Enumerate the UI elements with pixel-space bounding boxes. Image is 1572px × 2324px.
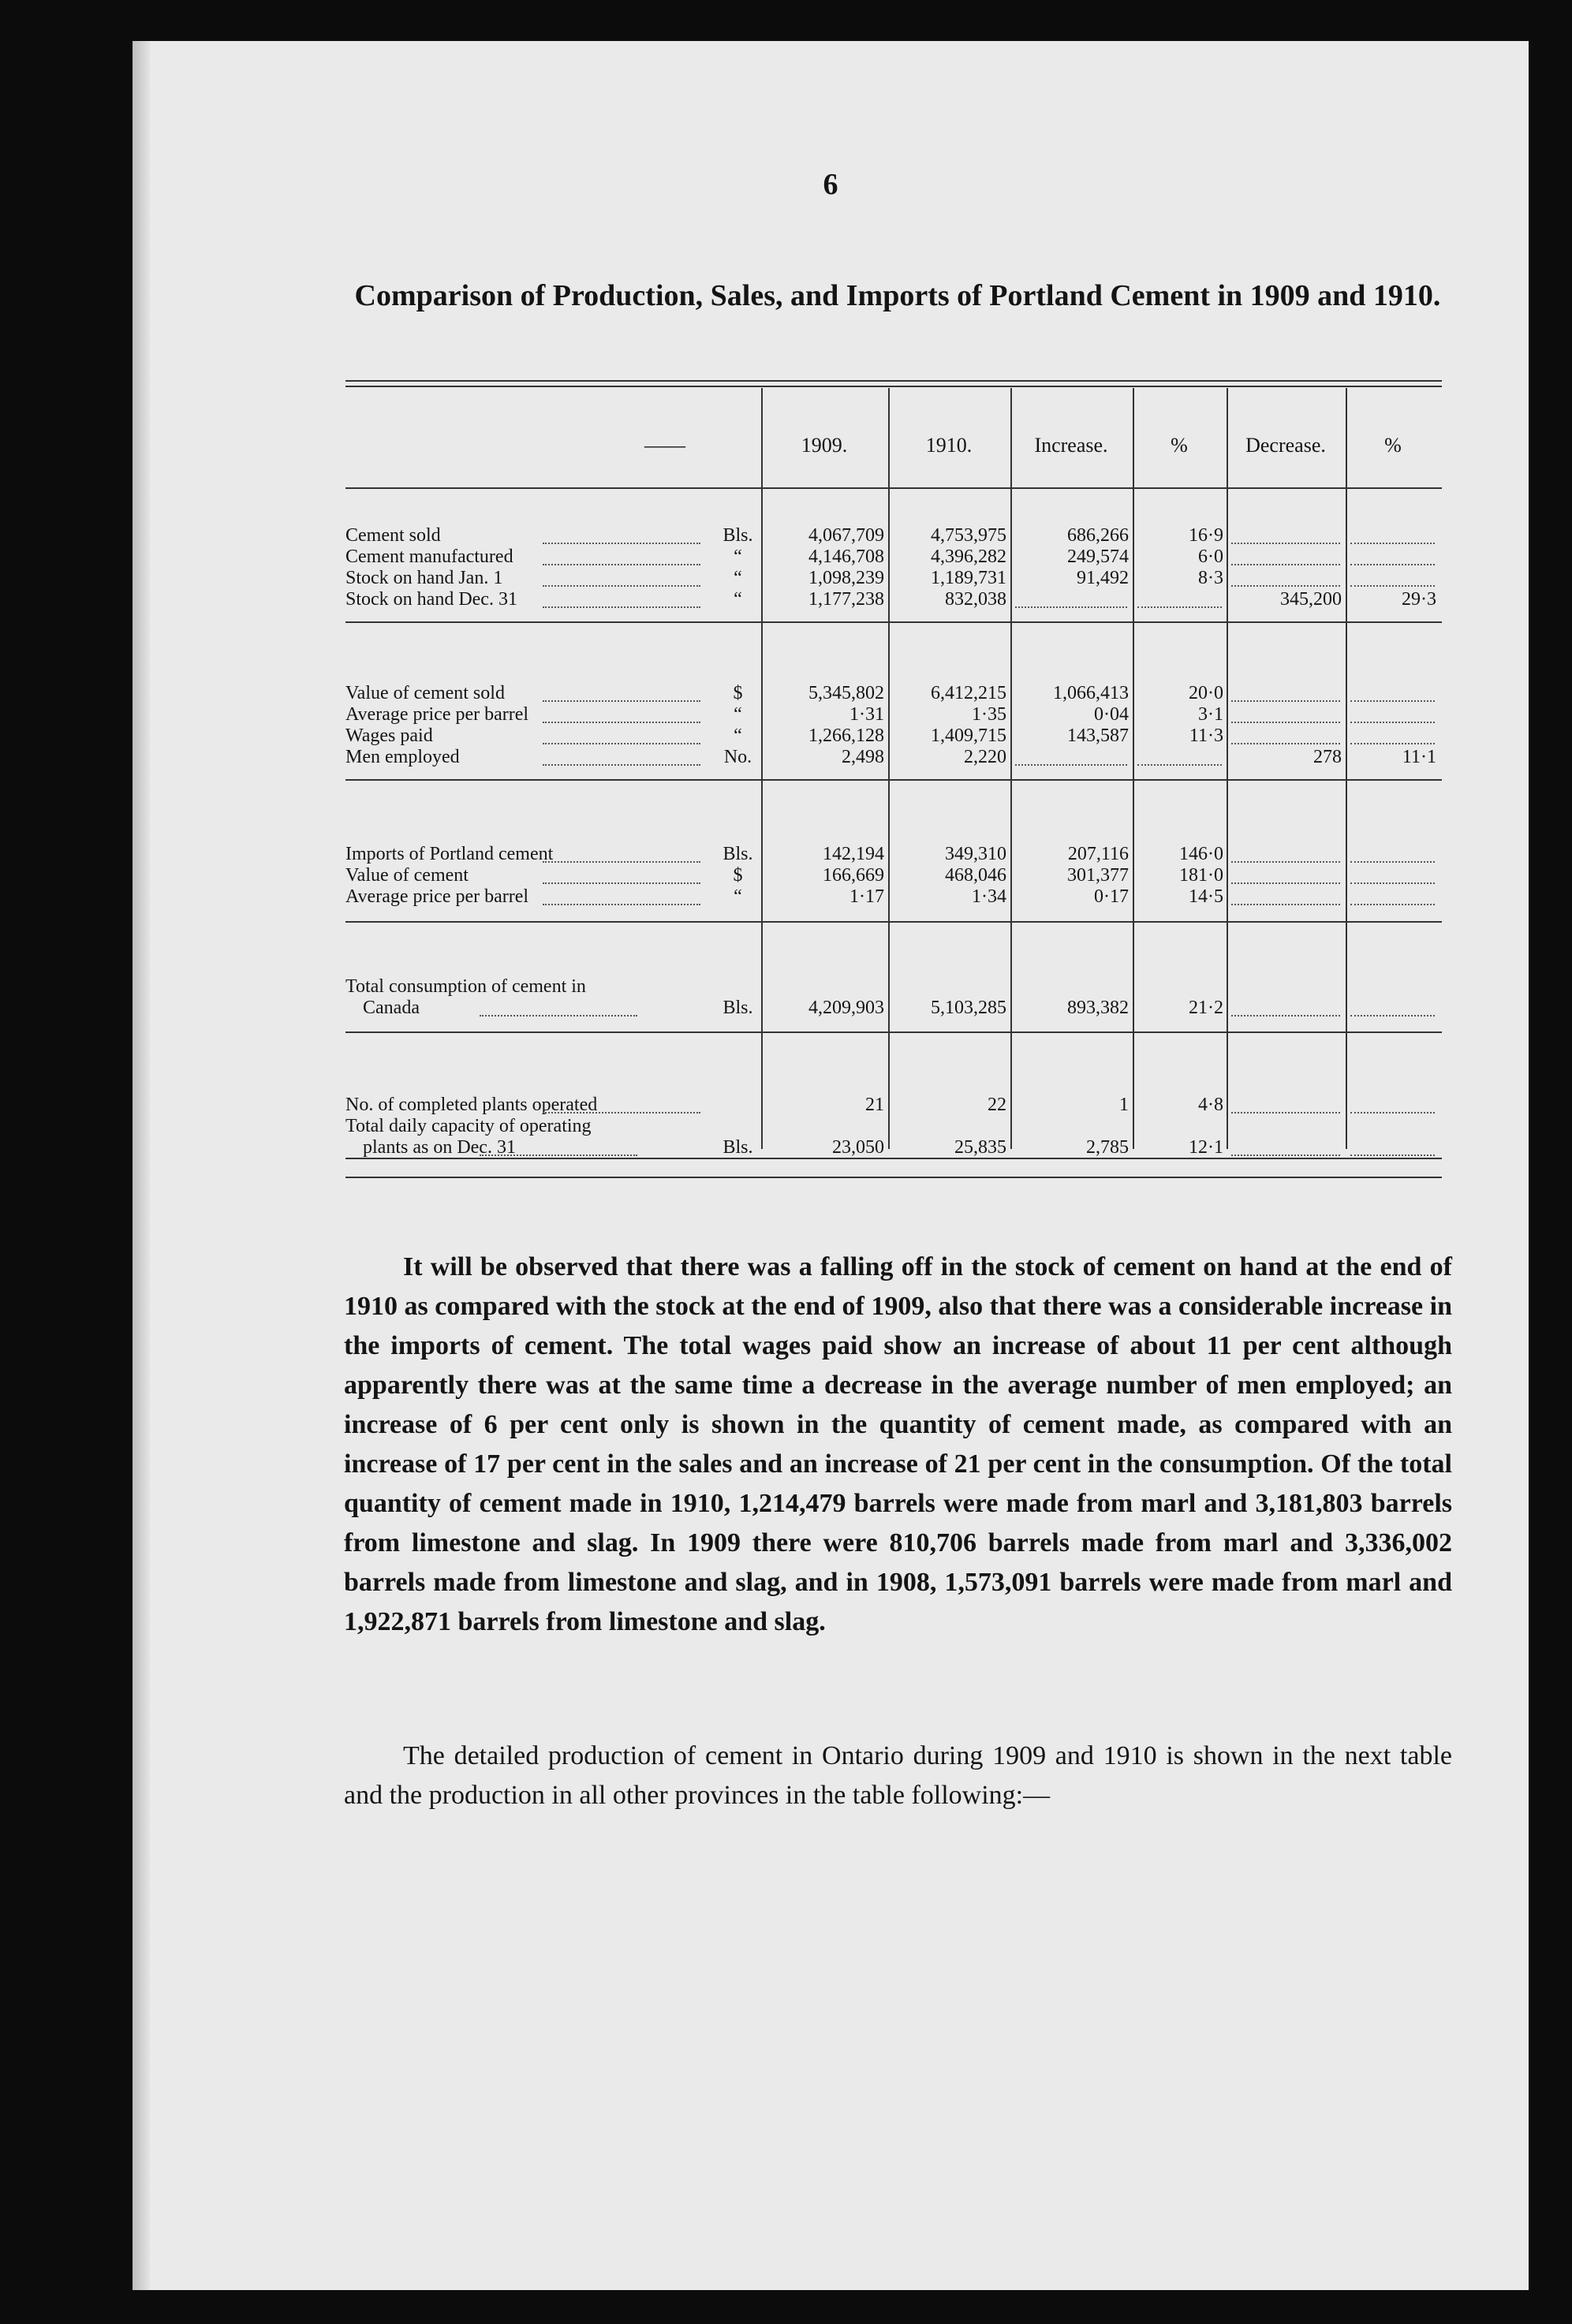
value-1909: 166,669 [823, 865, 884, 886]
document-page [133, 41, 1529, 2290]
value-percent-increase: 20·0 [1189, 683, 1223, 703]
value-percent-increase: 4·8 [1198, 1095, 1223, 1115]
dot-leader [1350, 585, 1435, 587]
value-percent-increase: 6·0 [1198, 546, 1223, 567]
label-dot-leader [543, 904, 700, 905]
dot-leader [1231, 700, 1340, 702]
dot-leader [1231, 861, 1340, 863]
dot-leader [1231, 904, 1340, 905]
dot-leader [1350, 700, 1435, 702]
row-label: Cement manufactured [345, 546, 513, 567]
header-percent-decrease: % [1384, 434, 1402, 457]
row-label: Total daily capacity of operating [345, 1116, 592, 1136]
dot-leader [1231, 1112, 1340, 1114]
label-dot-leader [543, 585, 700, 587]
dot-leader [1231, 1015, 1340, 1017]
value-percent-increase: 8·3 [1198, 568, 1223, 588]
dot-leader [1350, 1112, 1435, 1114]
header-decrease: Decrease. [1245, 434, 1326, 457]
body-text-2 [344, 1736, 1452, 1815]
label-dot-leader [543, 882, 700, 884]
row-unit: $ [733, 683, 743, 703]
value-1909: 142,194 [823, 844, 884, 864]
value-percent-decrease: 11·1 [1402, 747, 1436, 767]
header-1909: 1909. [801, 434, 848, 457]
label-dot-leader [480, 1015, 637, 1017]
value-1909: 23,050 [832, 1137, 884, 1158]
value-percent-increase: 14·5 [1189, 886, 1223, 907]
value-percent-increase: 21·2 [1189, 998, 1223, 1018]
value-percent-increase: 12·1 [1189, 1137, 1223, 1158]
row-label: Stock on hand Dec. 31 [345, 589, 517, 610]
table-rule [345, 1031, 1442, 1033]
label-dot-leader [543, 700, 700, 702]
value-1910: 6,412,215 [931, 683, 1006, 703]
paragraph-2: The detailed production of cement in Ontario during 1909 and 1910 is shown in the next table and the production in all other provinces in the table following:— [344, 1741, 1452, 1810]
table-rule [345, 921, 1442, 923]
row-label: Wages paid [345, 726, 433, 746]
label-dot-leader [543, 543, 700, 544]
dot-leader [1350, 722, 1435, 723]
value-1910: 4,753,975 [931, 525, 1006, 546]
row-label: Average price per barrel [345, 886, 529, 907]
dot-leader [1137, 606, 1222, 608]
dot-leader [1015, 606, 1127, 608]
table-rule [345, 1177, 1442, 1178]
table-rule [345, 1158, 1442, 1159]
row-unit: “ [734, 886, 742, 907]
value-1910: 5,103,285 [931, 998, 1006, 1018]
row-label: Cement sold [345, 525, 441, 546]
value-increase: 686,266 [1067, 525, 1129, 546]
value-increase: 143,587 [1067, 726, 1129, 746]
header-increase: Increase. [1034, 434, 1108, 457]
row-unit: Bls. [723, 998, 753, 1018]
value-percent-increase: 16·9 [1189, 525, 1223, 546]
row-unit: No. [723, 747, 752, 767]
value-1909: 1,177,238 [808, 589, 884, 610]
value-decrease: 345,200 [1280, 589, 1342, 610]
row-unit: Bls. [723, 1137, 753, 1158]
value-decrease: 278 [1313, 747, 1342, 767]
row-label: Value of cement sold [345, 683, 505, 703]
value-1910: 22 [988, 1095, 1006, 1115]
value-increase: 0·17 [1094, 886, 1129, 907]
value-increase: 91,492 [1077, 568, 1129, 588]
row-unit: Bls. [723, 844, 753, 864]
header-1910: 1910. [925, 434, 973, 457]
row-label-continued: plants as on Dec. 31 [363, 1137, 516, 1158]
value-increase: 2,785 [1086, 1137, 1129, 1158]
value-1910: 349,310 [945, 844, 1006, 864]
row-unit: “ [734, 589, 742, 610]
value-percent-increase: 11·3 [1189, 726, 1223, 746]
value-percent-increase: 181·0 [1179, 865, 1223, 886]
row-label: No. of completed plants operated [345, 1095, 598, 1115]
value-1909: 1,266,128 [808, 726, 884, 746]
value-1910: 468,046 [945, 865, 1006, 886]
value-1910: 1,189,731 [931, 568, 1006, 588]
label-dot-leader [543, 606, 700, 608]
value-1909: 4,146,708 [808, 546, 884, 567]
value-increase: 893,382 [1067, 998, 1129, 1018]
table-title: Comparison of Production, Sales, and Imports of Portland Cement in 1909 and 1910. [354, 279, 1441, 312]
row-label-continued: Canada [363, 998, 420, 1018]
label-dot-leader [543, 764, 700, 766]
dot-leader [1231, 1155, 1340, 1156]
value-1909: 4,067,709 [808, 525, 884, 546]
dot-leader [1350, 1155, 1435, 1156]
row-label: Average price per barrel [345, 704, 529, 725]
page-edge-shadow [133, 41, 150, 2290]
dot-leader [1231, 543, 1340, 544]
dot-leader [1350, 564, 1435, 565]
value-1910: 2,220 [964, 747, 1006, 767]
value-1910: 4,396,282 [931, 546, 1006, 567]
row-unit: $ [733, 865, 743, 886]
dot-leader [1231, 743, 1340, 744]
dot-leader [1231, 564, 1340, 565]
page-number: 6 [823, 168, 838, 201]
table-rule [345, 386, 1442, 387]
label-dot-leader [543, 861, 700, 863]
dot-leader [1350, 861, 1435, 863]
value-increase: 0·04 [1094, 704, 1129, 725]
dot-leader [1015, 764, 1127, 766]
dot-leader [1350, 543, 1435, 544]
row-label: Total consumption of cement in [345, 976, 586, 997]
column-divider [1133, 388, 1134, 1149]
value-increase: 301,377 [1067, 865, 1129, 886]
table-rule [345, 487, 1442, 489]
value-1910: 25,835 [954, 1137, 1006, 1158]
value-1910: 1,409,715 [931, 726, 1006, 746]
row-label: Value of cement [345, 865, 469, 886]
label-dot-leader [480, 1155, 637, 1156]
value-percent-increase: 146·0 [1179, 844, 1223, 864]
label-dot-leader [543, 564, 700, 565]
value-1910: 832,038 [945, 589, 1006, 610]
label-dot-leader [543, 1112, 700, 1114]
row-unit: “ [734, 704, 742, 725]
dot-leader [1231, 585, 1340, 587]
row-unit: “ [734, 726, 742, 746]
header-stub: —— [644, 434, 685, 457]
dot-leader [1350, 743, 1435, 744]
row-label: Stock on hand Jan. 1 [345, 568, 503, 588]
dot-leader [1350, 904, 1435, 905]
dot-leader [1231, 882, 1340, 884]
value-1909: 1·31 [849, 704, 884, 725]
value-1909: 21 [865, 1095, 884, 1115]
row-label: Imports of Portland cement [345, 844, 554, 864]
dot-leader [1350, 882, 1435, 884]
row-label: Men employed [345, 747, 460, 767]
value-increase: 1 [1119, 1095, 1129, 1115]
table-rule [345, 621, 1442, 623]
column-divider [1010, 388, 1012, 1149]
header-percent-increase: % [1171, 434, 1188, 457]
dot-leader [1350, 1015, 1435, 1017]
row-unit: “ [734, 568, 742, 588]
value-1909: 1,098,239 [808, 568, 884, 588]
table-rule [345, 380, 1442, 382]
dot-leader [1137, 764, 1222, 766]
value-percent-decrease: 29·3 [1402, 589, 1436, 610]
value-1909: 5,345,802 [808, 683, 884, 703]
value-increase: 1,066,413 [1053, 683, 1129, 703]
dot-leader [1231, 722, 1340, 723]
row-unit: Bls. [723, 525, 753, 546]
value-increase: 249,574 [1067, 546, 1129, 567]
value-1910: 1·34 [972, 886, 1006, 907]
value-1910: 1·35 [972, 704, 1006, 725]
label-dot-leader [543, 743, 700, 744]
body-text [344, 1248, 1452, 1642]
value-1909: 4,209,903 [808, 998, 884, 1018]
row-unit: “ [734, 546, 742, 567]
value-percent-increase: 3·1 [1198, 704, 1223, 725]
value-1909: 2,498 [842, 747, 884, 767]
table-rule [345, 779, 1442, 781]
value-1909: 1·17 [849, 886, 884, 907]
value-increase: 207,116 [1067, 844, 1129, 864]
label-dot-leader [543, 722, 700, 723]
paragraph-1: It will be observed that there was a falling off in the stock of cement on hand at the end of 1910 as compared with the stock at the end of 1909, also that there was a considerable increase in the imports of cement. The total wages paid show an increase of about 11 per cent although apparently there was at the same time a decrease in the average number of men employed; an increase of 6 per cent only is shown in the quantity of cement made, as compared with an increase of 17 per cent in the sales and an increase of 21 per cent in the consumption. Of the total quantity of cement made in 1910, 1,214,479 barrels were made from marl and 3,181,803 barrels from limestone and slag. In 1909 there were 810,706 barrels made from marl and 3,336,002 barrels made from limestone and slag, and in 1908, 1,573,091 barrels were made from marl and 1,922,871 barrels from limestone and slag. [344, 1252, 1452, 1636]
